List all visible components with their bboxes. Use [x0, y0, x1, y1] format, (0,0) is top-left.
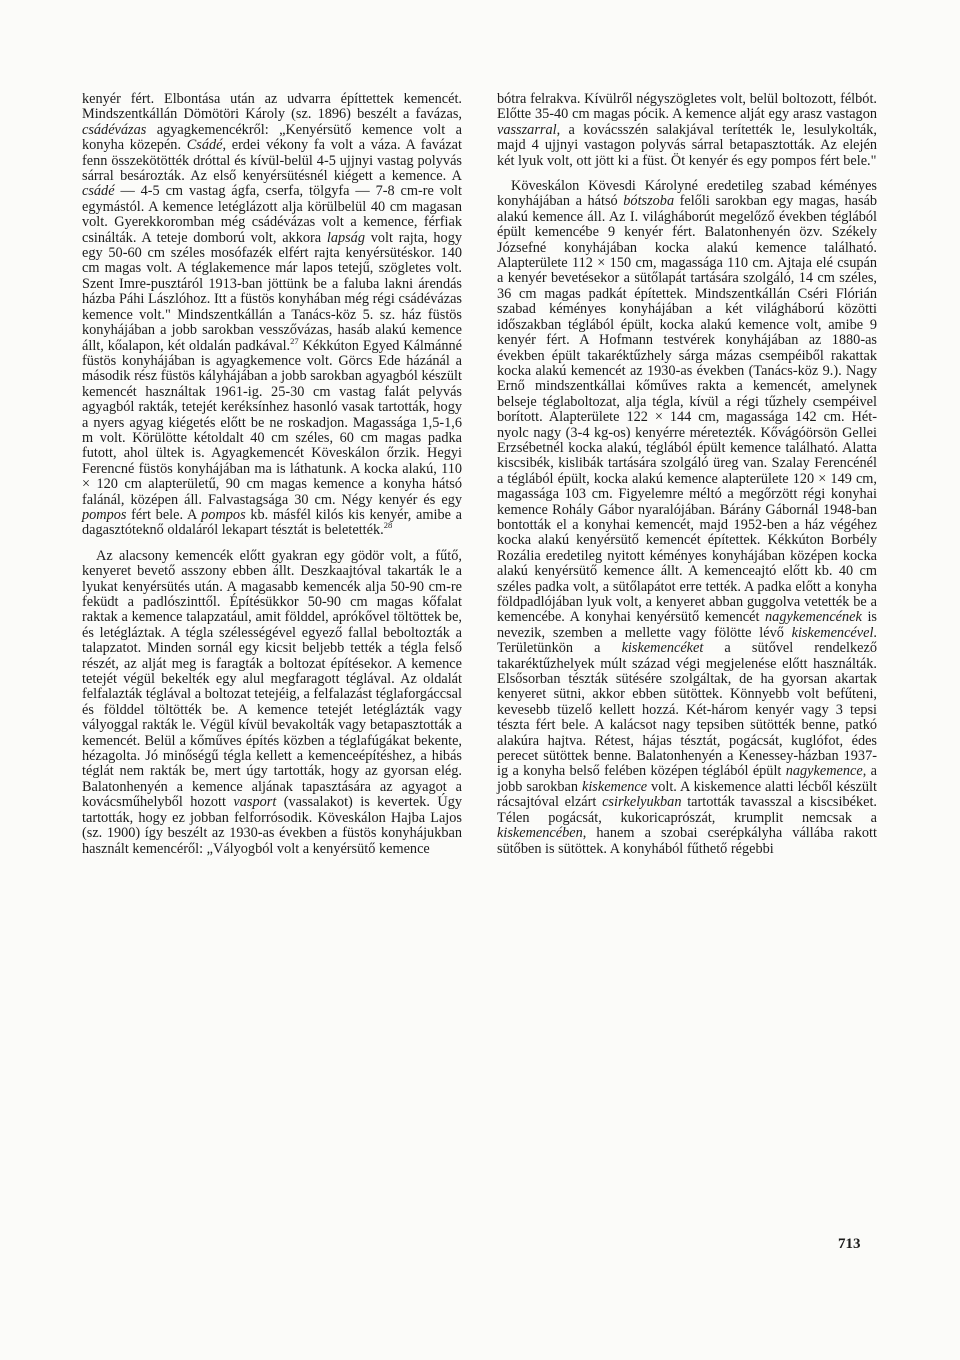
- text-run: Kékkúton Egyed Kálmánné füstös konyhájában is agyagkemence volt. Görcs Ede házánál a második rész füstös kályhájában a jobb sarokban agyagból készült kemencét használtak 1961-ig. 25-30 cm vastag falát pelyvás agyagból rakták, tetejét keréksínhez hasonló vasak tartották, hogy a nyers agyag kiégetés előtt be ne roskadjon. Magassága 1,5-1,6 m volt. Körülötte kétoldalt 40 cm széles, 60 cm magas padka futott, ahol ültek is. Agyagkemencét Köveskálon őrzik. Hegyi Ferencné füstös konyhájában ma is láthatunk. A kocka alakú, 110 × 120 cm alapterületű, 90 cm magas kemence a konyha hátsó falánál, középen áll. Falvastagsága 30 cm. Négy kenyér és egy: [82, 337, 462, 508]
- text-run: Köveskálon Kövesdi Károlyné eredetileg szabad kéményes konyhájában a hátsó: [497, 178, 877, 210]
- text-run: (vassalakot) is kevertek. Úgy tartották, hogy ez jobban felforrósodik. Köveskálon Hajba Lajos (sz. 1900) így beszélt az 1930-as években a füstös konyhájukban használt kemencéről: „Vályogból volt a kenyérsütő kemence: [82, 794, 462, 857]
- text-run: kenyér fért. Elbontása után az udvarra építtettek kemencét. Mindszentkállán Dömötöri Károly (sz. 1896) beszélt a favázas,: [82, 91, 462, 123]
- italic-term: csádé: [82, 183, 115, 200]
- text-run: volt. A kiskemence alatti lécből készült rácsajtóval elzárt: [497, 778, 877, 811]
- text-run: is nevezik, szemben a mellette vagy fölötte lévő: [497, 609, 877, 641]
- italic-term: nagykemence: [785, 763, 863, 780]
- text-run: kb. másfél kilós kis kenyér, amibe a dagasztóteknő oldaláról lekapart tésztát is beletették.: [82, 506, 462, 539]
- italic-term: csádévázas: [82, 121, 147, 138]
- text-run: — 4-5 cm vastag ágfa, cserfa, tölgyfa — 7-8 cm-re volt egymástól. A kemence letéglázott alja körülbelül 40 cm magasan volt. Gyerekkoromban még csádévázas volt a kemence, férfiak csinálták. A teteje domború volt, akkora: [82, 183, 462, 246]
- right-text-column: [497, 92, 877, 857]
- italic-term: vasport: [233, 794, 277, 811]
- footnote-marker: 27: [290, 335, 299, 346]
- italic-term: csirkelyukban: [602, 794, 682, 811]
- text-run: felőli sarokban egy magas, hasáb alakú kemence áll. Az I. világháborút megelőző években téglából épült kemencébe 9 kenyér fért. Balatonhenyén özv. Székely Józsefné konyhájában kocka alakú kemence található. Alapterülete 112 × 150 cm, magassága 110 cm. Ajtaja elé csupán a kenyér bevetésekor a sütőlapát tartására szolgáló, 14 cm széles, 36 cm magas padkát építettek. Mindszentkállán Cséri Flórián szabad kéményes konyhájában a két világháború közötti időszakban téglából épült, kocka alakú kemence volt, amibe 9 kenyér fért. A Hofmann testvérek konyhájában az 1880-as években épült takaréktűzhely sárga mázas csempéiből rakattak kocka alakú kemencét az 1930-as években (Tanács-köz 9.). Nagy Ernő mindszentkállai kőműves rakta a kemencét, amelynek belseje téglaboltozat, alja tégla, kívül a régi tűzhely csempéivel borított. Alapterülete 122 × 144 cm, magassága 142 cm. Hét-nyolc nagy (3-4 kg-os) kenyérre méretezték. Kővágóörsön Gellei Erzsébetnél kocka alakú, téglából épült kemence található. Alatta kiscsibék, kislibák tartására szolgáló üreg van. Szalay Ferencénél a téglából épült, kocka alakú kemence alapterülete 120 × 149 cm, magassága 103 cm. Figyelemre méltó a megőrzött régi konyhai kemence Rohály Gábor nyaralójában. Bárány Gábornál 1948-ban bontották el a konyhai kemencét, majd 1952-ben a ház végéhez kocka alakú kenyérsütő kemencét építettek. Kékkúton Borbély Rozália eredetileg nyitott kéményes konyhájában középen kocka alakú kenyérsütő kemence állt. A kemenceajtó előtt kb. 40 cm széles padka volt, a sütőlapátot erre tették. A padka előtt a konyha földpadlójában lyuk volt, a kenyeret abban guggolva vetették be a kemencébe. A konyhai kenyérsütő kemencét: [497, 193, 877, 626]
- italic-term: lapság: [326, 229, 365, 246]
- text-run: tartották tavasszal a kiscsibéket. Télen pogácsát, kukoricaprószát, krumplit nemcsak a: [497, 794, 877, 826]
- italic-term: kiskemence: [581, 778, 648, 795]
- text-run: volt rajta, hogy egy 50-60 cm széles mosófazék elfért rajta kenyérsütéskor. 140 cm magas volt. A téglakemence már lapos tetejű, szögletes volt. Szent Imre-pusztáról 1913-ban jöttünk be a faluba lakni árendás házba Páhi Lászlóhoz. Itt a füstös konyhában még régi csádévázas kemence volt." Mindszentkállán a Tanács-köz 5. sz. ház füstös konyhájában a jobb sarokban vesszővázas, hasáb alakú kemence állt, kőalapon, két oldalán padkával.: [82, 229, 462, 354]
- italic-term: pompos: [201, 506, 246, 523]
- text-run: agyagkemencékről: „Kenyérsütő kemence volt a konyha közepén.: [82, 121, 462, 154]
- italic-term: Csádé: [186, 137, 223, 154]
- text-run: a sütővel rendelkező takaréktűzhelyek múlt század végi megjelenése előtt használták. Elsősorban tészták sütésére szolgáltak, de ha gyorsan akartak kenyeret sütni, akkor ebben sütöttek. Könnyebb volt befűteni, kevesebb tüzelő kellett hozzá. Két-három kenyér vagy 3 tepsi tészta fért bele. A kalácsot nagy tepsiben sütötték benne, patkó alakúra hajtva. Rétest, hájas tésztát, pogácsát, kuglófot, édes perecet sütöttek benne. Balatonhenyén a Kenessey-házban 1937-ig a konyha belső felében középen téglából épült: [497, 640, 877, 780]
- paragraph: [497, 179, 877, 857]
- italic-term: kiskemencével: [791, 624, 874, 641]
- italic-term: nagykemencének: [765, 609, 862, 626]
- italic-term: bótszoba: [623, 193, 675, 210]
- text-run: bótra felrakva. Kívülről négyszögletes volt, belül boltozott, félbót. Előtte 35-40 cm magas pócik. A kemence alját egy arasz vastagon: [497, 91, 877, 123]
- text-run: , hanem a szobai cserépkályha vállába rakott sütőben is sütöttek. A konyhából fűthető régebbi: [497, 825, 877, 857]
- italic-term: kiskemencéket: [621, 640, 704, 657]
- left-text-column: [82, 92, 462, 857]
- italic-term: vasszarral: [497, 121, 557, 138]
- paragraph: [82, 549, 462, 857]
- paragraph: [497, 92, 877, 169]
- italic-term: kiskemencében: [497, 825, 583, 842]
- page-number: 713: [838, 1236, 861, 1252]
- text-run: , erdei vékony fa volt a váza. A favázat fenn összekötötték dróttal és kívül-belül 4-5 ujjnyi vastag polyvás sárral besározták. Az első kenyérsütésnél kiégett a kemence. A: [82, 137, 462, 185]
- text-run: Az alacsony kemencék előtt gyakran egy gödör volt, a fűtő, kenyeret bevető asszony ebben állt. Deszkaajtóval takarták le a lyukat kenyérsütés után. A magasabb kemencék alja 50-90 cm-re feküdt a padlószinttől. Építésükkor 50-90 cm magas kőfalat raktak a kemence talapzatául, amit földdel, aprókővel töltöttek be, és letégláztak. A tégla szélességével egyező fallal beboltozták a talapzatot. Minden sornál egy kicsit beljebb tették a tégla felső részét, az alját meg is faragták a boltozat építésekor. A kemence tetejét végül bekelték egy alul megfaragott téglával. Az oldalát felfalazták téglával a boltozat tetejéig, a felfalazást téglaforgáccsal és földdel töltötték be. A kemence tetejét letéglázták vagy vályoggal rakták le. Végül kívül bevakolták vagy betapasztották a kemencét. Belül a kőműves építés közben a téglafúgákat bekente, hézagolta. Jó minőségű tégla kellett a kemenceépítéshez, a hibás téglát nem rakták be, mert úgy tartották, hogy az gyorsan elég. Balatonhenyén a kemence aljának tapasztására az agyagot a kovácsműhelyből hozott: [82, 547, 462, 811]
- text-run: . Területünkön a: [497, 624, 877, 657]
- text-run: , a kovácsszén salakjával terítették le, lesulykolták, majd 4 ujjnyi vastagon polyvás sárral betapasztották. Az elején két lyuk volt, ott jött ki a füst. Öt kenyér és egy pompos fért bele.": [497, 121, 877, 169]
- paragraph: [82, 92, 462, 539]
- text-run: fért bele. A: [126, 506, 202, 523]
- italic-term: pompos: [82, 506, 127, 523]
- footnote-marker: 28: [383, 520, 393, 531]
- text-run: , a jobb sarokban: [497, 763, 877, 795]
